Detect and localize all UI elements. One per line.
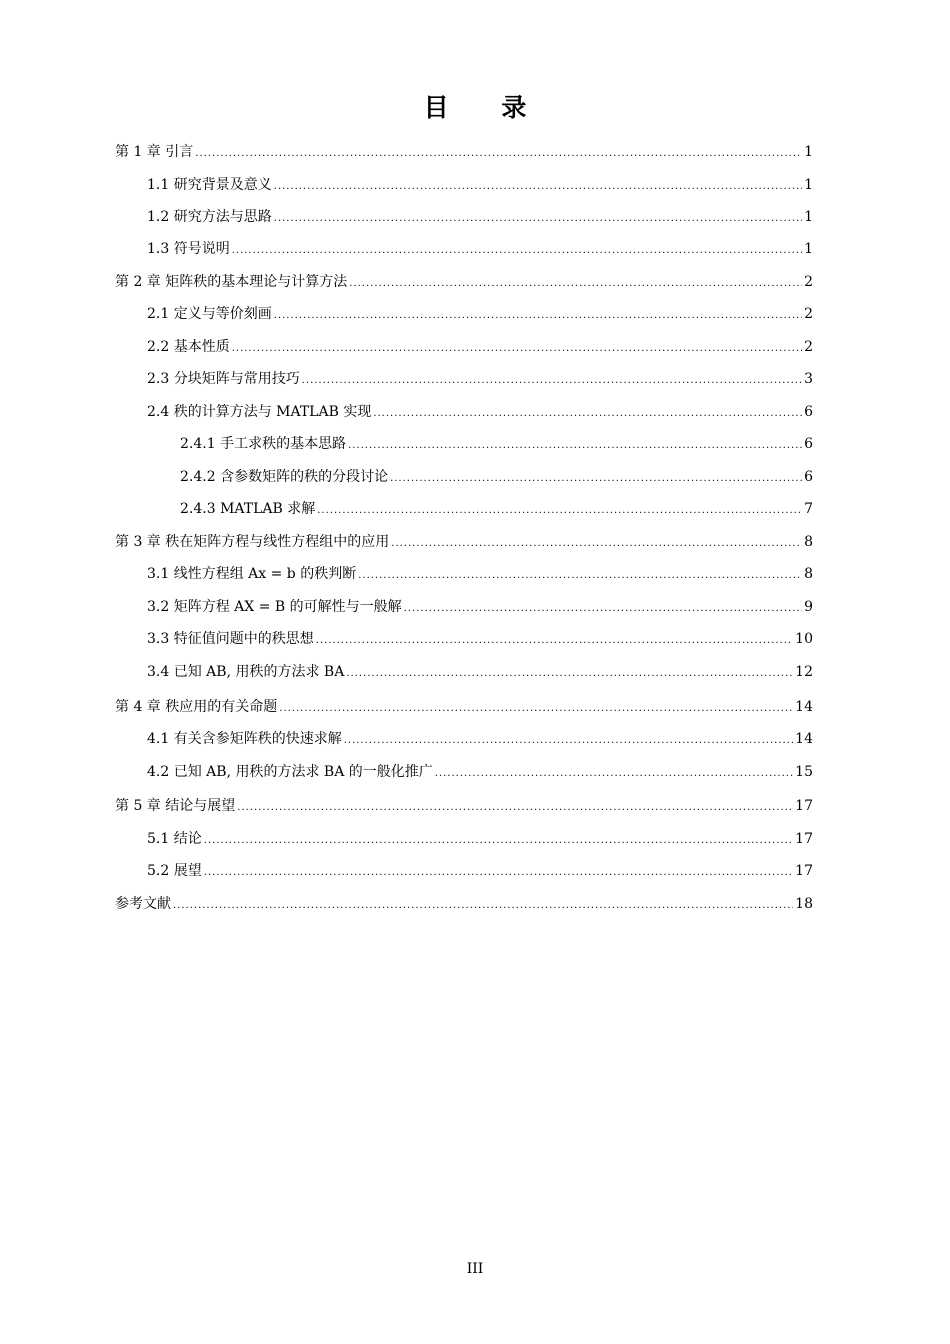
- toc-entry[interactable]: [115, 691, 813, 723]
- toc-entry-page: 12: [795, 664, 813, 680]
- toc-entry-label: 4.2 已知 AB, 用秩的方法求 BA 的一般化推广: [147, 764, 433, 780]
- toc-entry[interactable]: [147, 656, 813, 688]
- toc-entry-label: 第 1 章 引言: [115, 144, 194, 160]
- toc-entry-page: 1: [804, 144, 813, 160]
- toc-dot-leader: [344, 725, 793, 757]
- toc-entry-label: 第 3 章 秩在矩阵方程与线性方程组中的应用: [115, 534, 390, 550]
- toc-entry[interactable]: [115, 790, 813, 822]
- toc-entry[interactable]: [147, 623, 813, 655]
- toc-entry-label: 2.4.2 含参数矩阵的秩的分段讨论: [180, 469, 389, 485]
- toc-entry-page: 1: [804, 177, 813, 193]
- toc-entry-page: 15: [795, 764, 813, 780]
- toc-dot-leader: [204, 825, 793, 857]
- toc-entry-label: 5.1 结论: [147, 831, 202, 847]
- toc-dot-leader: [232, 235, 802, 267]
- toc-dot-leader: [346, 658, 793, 690]
- toc-entry[interactable]: [115, 136, 813, 168]
- toc-entry-label: 3.2 矩阵方程 AX = B 的可解性与一般解: [147, 599, 402, 615]
- toc-entry-label: 3.3 特征值问题中的秩思想: [147, 631, 314, 647]
- toc-dot-leader: [232, 333, 802, 365]
- toc-entry[interactable]: [147, 723, 813, 755]
- toc-dot-leader: [279, 693, 793, 725]
- toc-dot-leader: [390, 463, 802, 495]
- toc-entry-page: 1: [804, 209, 813, 225]
- toc-entry[interactable]: [115, 266, 813, 298]
- toc-dot-leader: [204, 857, 793, 889]
- toc-entry-label: 3.4 已知 AB, 用秩的方法求 BA: [147, 664, 345, 680]
- page-title: 目 录: [423, 93, 549, 122]
- toc-entry-page: 7: [804, 501, 813, 517]
- toc-entry[interactable]: [147, 233, 813, 265]
- toc-entry-page: 3: [804, 371, 813, 387]
- toc-entry-page: 17: [795, 798, 813, 814]
- toc-entry-page: 2: [804, 339, 813, 355]
- toc-entry-page: 1: [804, 241, 813, 257]
- toc-entry[interactable]: [147, 823, 813, 855]
- toc-entry-page: 14: [795, 699, 813, 715]
- toc-entry-label: 2.1 定义与等价刻画: [147, 306, 272, 322]
- toc-entry-label: 第 4 章 秩应用的有关命题: [115, 699, 278, 715]
- toc-entry[interactable]: [180, 493, 813, 525]
- toc-dot-leader: [173, 890, 793, 922]
- toc-dot-leader: [373, 398, 802, 430]
- toc-dot-leader: [348, 430, 802, 462]
- toc-entry[interactable]: [147, 169, 813, 201]
- toc-dot-leader: [302, 365, 802, 397]
- toc-entry-label: 1.1 研究背景及意义: [147, 177, 272, 193]
- page-number-footer: III: [466, 1261, 484, 1277]
- toc-entry-label: 1.2 研究方法与思路: [147, 209, 272, 225]
- toc-dot-leader: [358, 560, 802, 592]
- toc-entry-page: 9: [804, 599, 813, 615]
- toc-entry-page: 2: [804, 306, 813, 322]
- toc-entry-page: 8: [804, 534, 813, 550]
- toc-dot-leader: [391, 528, 802, 560]
- toc-entry[interactable]: [115, 526, 813, 558]
- toc-entry-page: 17: [795, 831, 813, 847]
- toc-entry[interactable]: [115, 888, 813, 920]
- toc-entry[interactable]: [147, 396, 813, 428]
- toc-entry[interactable]: [147, 363, 813, 395]
- toc-entry[interactable]: [147, 331, 813, 363]
- toc-entry-page: 6: [804, 436, 813, 452]
- toc-entry[interactable]: [147, 298, 813, 330]
- toc-entry[interactable]: [147, 201, 813, 233]
- toc-entry[interactable]: [147, 558, 813, 590]
- toc-entry-page: 2: [804, 274, 813, 290]
- toc-dot-leader: [316, 625, 793, 657]
- toc-dot-leader: [349, 268, 802, 300]
- toc-entry-label: 第 2 章 矩阵秩的基本理论与计算方法: [115, 274, 348, 290]
- toc-dot-leader: [195, 138, 802, 170]
- toc-entry-page: 6: [804, 469, 813, 485]
- toc-dot-leader: [274, 300, 802, 332]
- toc-entry-label: 2.4 秩的计算方法与 MATLAB 实现: [147, 404, 372, 420]
- toc-entry-label: 2.4.1 手工求秩的基本思路: [180, 436, 347, 452]
- toc-entry-label: 2.2 基本性质: [147, 339, 230, 355]
- toc-entry-label: 2.4.3 MATLAB 求解: [180, 501, 316, 517]
- toc-entry-page: 17: [795, 863, 813, 879]
- toc-entry-page: 8: [804, 566, 813, 582]
- toc-entry[interactable]: [147, 756, 813, 788]
- toc-entry-page: 14: [795, 731, 813, 747]
- toc-dot-leader: [317, 495, 802, 527]
- toc-entry-page: 6: [804, 404, 813, 420]
- toc-entry-label: 4.1 有关含参矩阵秩的快速求解: [147, 731, 342, 747]
- toc-entry-page: 18: [795, 896, 813, 912]
- toc-dot-leader: [404, 593, 802, 625]
- toc-dot-leader: [237, 792, 793, 824]
- toc-entry-page: 10: [795, 631, 813, 647]
- toc-entry-label: 第 5 章 结论与展望: [115, 798, 236, 814]
- toc-entry-label: 3.1 线性方程组 Ax = b 的秩判断: [147, 566, 357, 582]
- toc-dot-leader: [435, 758, 793, 790]
- toc-entry[interactable]: [147, 591, 813, 623]
- toc-dot-leader: [274, 203, 802, 235]
- toc-dot-leader: [274, 171, 802, 203]
- toc-entry-label: 5.2 展望: [147, 863, 202, 879]
- toc-entry[interactable]: [180, 428, 813, 460]
- toc-entry[interactable]: [147, 855, 813, 887]
- toc-entry-label: 2.3 分块矩阵与常用技巧: [147, 371, 300, 387]
- toc-entry-label: 参考文献: [115, 896, 171, 912]
- toc-entry-label: 1.3 符号说明: [147, 241, 230, 257]
- toc-entry[interactable]: [180, 461, 813, 493]
